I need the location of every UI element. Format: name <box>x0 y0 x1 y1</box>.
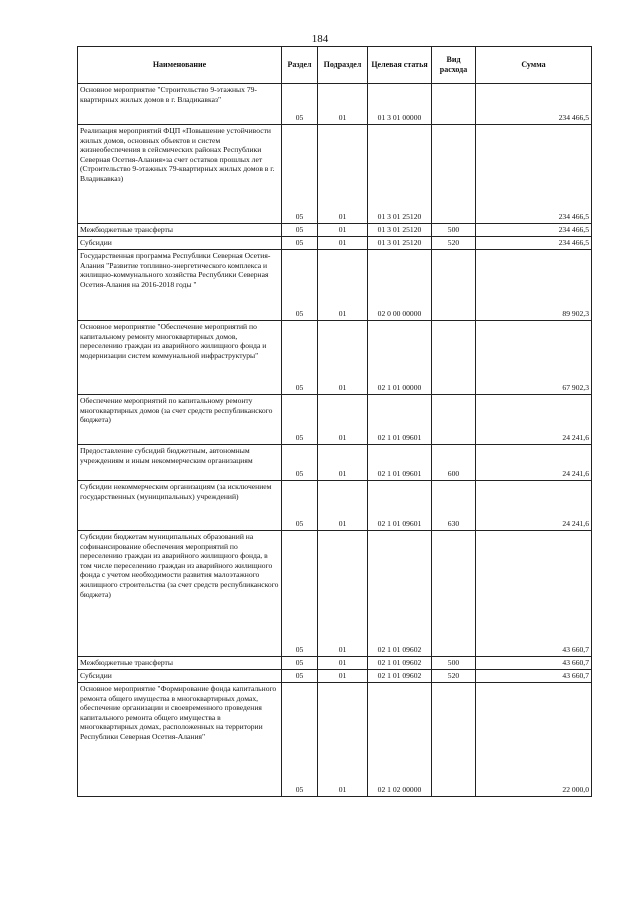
row-amount: 234 466,5 <box>476 125 592 224</box>
row-name: Предоставление субсидий бюджетным, автономным учреждениям и иным некоммерческим организациям <box>78 445 282 481</box>
row-target: 02 1 02 00000 <box>368 683 432 797</box>
row-subsection: 01 <box>318 224 368 237</box>
row-name: Субсидии <box>78 237 282 250</box>
row-amount: 22 000,0 <box>476 683 592 797</box>
table-row <box>78 125 592 224</box>
row-target: 02 1 01 09601 <box>368 445 432 481</box>
header-subsection: Подраздел <box>318 47 368 84</box>
row-expense-type <box>432 531 476 657</box>
row-name: Обеспечение мероприятий по капитальному ремонту многоквартирных домов (за счет средств республиканского бюджета) <box>78 395 282 445</box>
row-section: 05 <box>282 481 318 531</box>
table-row <box>78 237 592 250</box>
row-expense-type <box>432 683 476 797</box>
header-target: Целевая статья <box>368 47 432 84</box>
row-target: 02 1 01 09601 <box>368 481 432 531</box>
row-section: 05 <box>282 531 318 657</box>
table-row <box>78 250 592 321</box>
table-row <box>78 321 592 395</box>
row-section: 05 <box>282 84 318 125</box>
row-name: Государственная программа Республики Северная Осетия-Алания "Развитие топливно-энергетического комплекса и жилищно-коммунального хозяйства Республики Северная Осетия-Алания на 2016-2018 годы " <box>78 250 282 321</box>
budget-table <box>77 46 592 797</box>
row-amount: 43 660,7 <box>476 657 592 670</box>
row-expense-type <box>432 395 476 445</box>
row-target: 02 1 01 00000 <box>368 321 432 395</box>
row-subsection: 01 <box>318 395 368 445</box>
row-target: 01 3 01 00000 <box>368 84 432 125</box>
row-name: Основное мероприятие "Строительство 9-этажных 79-квартирных жилых домов в г. Владикавказ" <box>78 84 282 125</box>
row-name: Межбюджетные трансферты <box>78 657 282 670</box>
row-section: 05 <box>282 224 318 237</box>
row-target: 02 1 01 09602 <box>368 670 432 683</box>
row-expense-type <box>432 84 476 125</box>
row-subsection: 01 <box>318 250 368 321</box>
row-amount: 24 241,6 <box>476 445 592 481</box>
row-name: Межбюджетные трансферты <box>78 224 282 237</box>
table-row <box>78 395 592 445</box>
table-row <box>78 657 592 670</box>
row-expense-type: 500 <box>432 657 476 670</box>
row-section: 05 <box>282 237 318 250</box>
row-expense-type <box>432 125 476 224</box>
row-section: 05 <box>282 670 318 683</box>
header-name: Наименование <box>78 47 282 84</box>
row-target: 01 3 01 25120 <box>368 125 432 224</box>
row-target: 01 3 01 25120 <box>368 237 432 250</box>
row-subsection: 01 <box>318 445 368 481</box>
row-amount: 234 466,5 <box>476 84 592 125</box>
row-section: 05 <box>282 250 318 321</box>
row-name: Основное мероприятие "Обеспечение мероприятий по капитальному ремонту многоквартирных домов, переселению граждан из аварийного жилищного фонда и модернизации систем коммунальной инфраструктуры" <box>78 321 282 395</box>
table-header-row <box>78 47 592 84</box>
row-amount: 43 660,7 <box>476 531 592 657</box>
row-subsection: 01 <box>318 683 368 797</box>
row-target: 02 1 01 09602 <box>368 531 432 657</box>
header-section: Раздел <box>282 47 318 84</box>
header-amount: Сумма <box>476 47 592 84</box>
row-subsection: 01 <box>318 657 368 670</box>
row-expense-type: 520 <box>432 670 476 683</box>
row-section: 05 <box>282 657 318 670</box>
row-name: Субсидии бюджетам муниципальных образований на софинансирование обеспечения мероприятий по переселению граждан из аварийного жилищного фонда, в том числе переселению граждан из аварийного жилищного фонда с учетом необходимости развития малоэтажного жилищного строительства (за счет средств республиканского бюджета) <box>78 531 282 657</box>
table-row <box>78 531 592 657</box>
header-expense-type: Вид расхода <box>432 47 476 84</box>
row-section: 05 <box>282 321 318 395</box>
row-name: Реализация мероприятий ФЦП «Повышение устойчивости жилых домов, основных объектов и систем жизнеобеспечения в сейсмических районах Республики Северная Осетия-Алания»за счет остатков прошлых лет (Строительство 9-этажных 79-квартирных жилых домов в г. Владикавказ) <box>78 125 282 224</box>
row-expense-type: 600 <box>432 445 476 481</box>
row-name: Субсидии некоммерческим организациям (за исключением государственных (муниципальных) учреждений) <box>78 481 282 531</box>
row-subsection: 01 <box>318 237 368 250</box>
row-subsection: 01 <box>318 531 368 657</box>
row-subsection: 01 <box>318 125 368 224</box>
row-target: 02 1 01 09602 <box>368 657 432 670</box>
row-subsection: 01 <box>318 481 368 531</box>
row-subsection: 01 <box>318 321 368 395</box>
row-amount: 67 902,3 <box>476 321 592 395</box>
table-row <box>78 445 592 481</box>
row-subsection: 01 <box>318 84 368 125</box>
page-number: 184 <box>311 33 329 45</box>
row-expense-type <box>432 321 476 395</box>
row-name: Основное мероприятие "Формирование фонда капитального ремонта общего имущества в многоквартирных домах, обеспечение организации и своевременного проведения капитального ремонта общего имущества в многоквартирных домах, расположенных на территории Республики Северная Осетия-Алания" <box>78 683 282 797</box>
row-amount: 89 902,3 <box>476 250 592 321</box>
row-expense-type <box>432 250 476 321</box>
row-amount: 24 241,6 <box>476 395 592 445</box>
row-amount: 234 466,5 <box>476 224 592 237</box>
row-section: 05 <box>282 395 318 445</box>
table-row <box>78 670 592 683</box>
row-target: 02 1 01 09601 <box>368 395 432 445</box>
row-expense-type: 630 <box>432 481 476 531</box>
row-amount: 43 660,7 <box>476 670 592 683</box>
row-expense-type: 500 <box>432 224 476 237</box>
table-row <box>78 481 592 531</box>
table-row <box>78 224 592 237</box>
row-subsection: 01 <box>318 670 368 683</box>
row-amount: 234 466,5 <box>476 237 592 250</box>
row-section: 05 <box>282 445 318 481</box>
row-target: 01 3 01 25120 <box>368 224 432 237</box>
table-row <box>78 84 592 125</box>
row-section: 05 <box>282 125 318 224</box>
table-row <box>78 683 592 797</box>
row-section: 05 <box>282 683 318 797</box>
row-amount: 24 241,6 <box>476 481 592 531</box>
row-name: Субсидии <box>78 670 282 683</box>
row-target: 02 0 00 00000 <box>368 250 432 321</box>
row-expense-type: 520 <box>432 237 476 250</box>
